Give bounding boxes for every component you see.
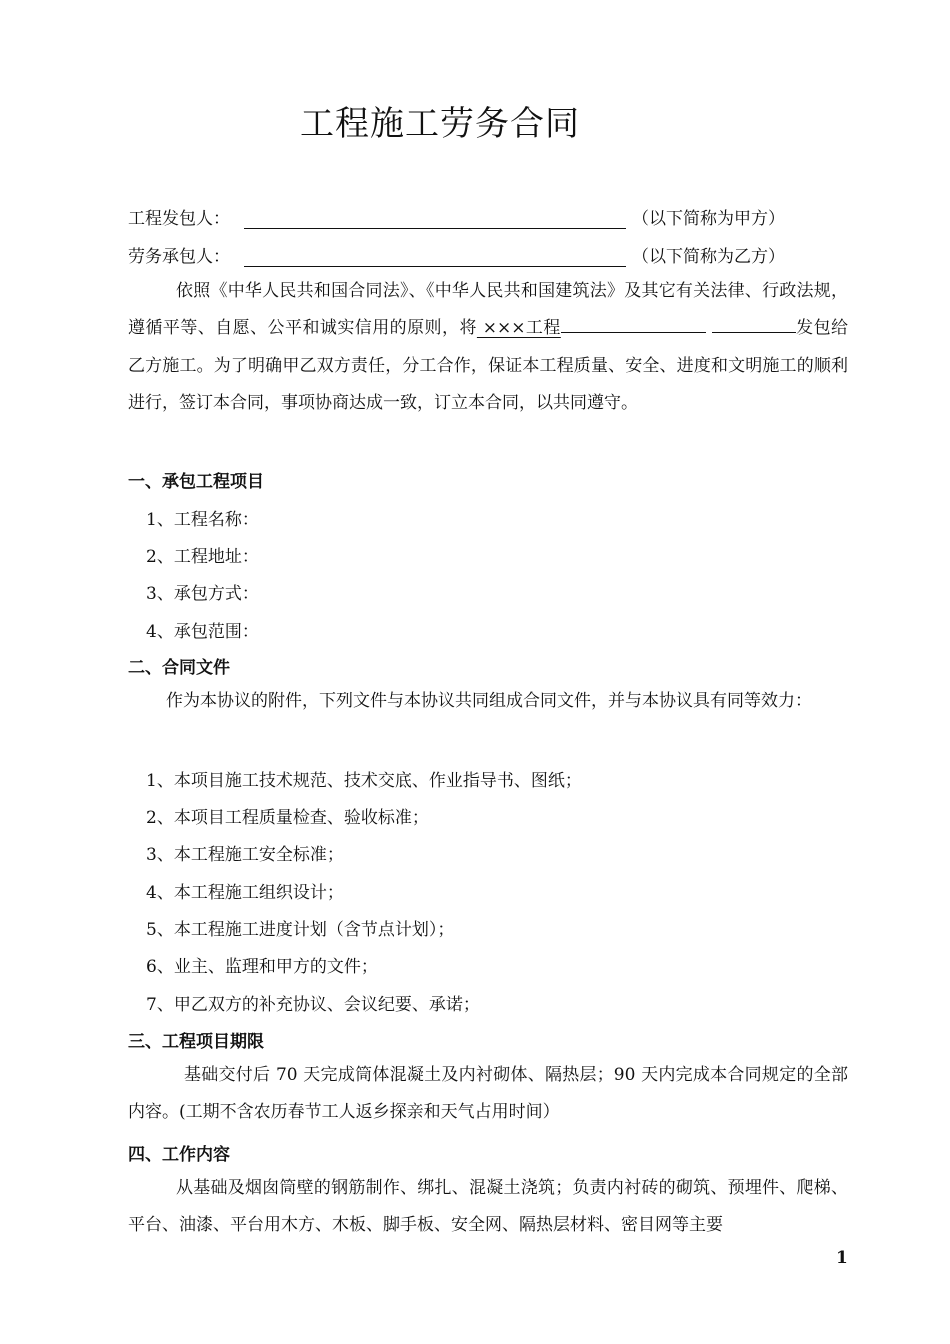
party-a-label: 工程发包人：	[128, 209, 230, 229]
section-3-heading: 三、工程项目期限	[128, 1032, 264, 1052]
party-b-line	[128, 242, 785, 267]
section-2-item: 7、甲乙双方的补充协议、会议纪要、承诺；	[146, 995, 480, 1015]
section-1-item: 2、工程地址：	[146, 547, 259, 567]
section-2-item: 5、本工程施工进度计划（含节点计划）；	[146, 920, 455, 940]
party-b-label: 劳务承包人：	[128, 247, 230, 267]
section-1-item: 1、工程名称：	[146, 510, 259, 530]
section-4-heading: 四、工作内容	[128, 1145, 230, 1165]
project-name-blank-2[interactable]	[712, 332, 796, 333]
party-b-blank[interactable]	[244, 247, 626, 267]
project-name-field: ×××工程	[476, 318, 561, 339]
project-name-blank[interactable]	[561, 332, 706, 333]
section-1-item: 4、承包范围：	[146, 622, 259, 642]
section-3-text: 基础交付后 70 天完成筒体混凝土及内衬砌体、隔热层；90 天内完成本合同规定的全部内容。(工期不含农历春节工人返乡探亲和天气占用时间）	[128, 1065, 848, 1123]
party-a-blank[interactable]	[244, 209, 626, 229]
section-1-heading: 一、承包工程项目	[128, 472, 264, 492]
section-2-heading: 二、合同文件	[128, 658, 230, 678]
preamble-paragraph	[128, 273, 848, 422]
document-title: 工程施工劳务合同	[300, 104, 580, 144]
section-1-item: 3、承包方式：	[146, 584, 259, 604]
section-4-text: 从基础及烟囱筒壁的钢筋制作、绑扎、混凝土浇筑；负责内衬砖的砌筑、预埋件、爬梯、平台、油漆、平台用木方、木板、脚手板、安全网、隔热层材料、密目网等主要	[128, 1178, 848, 1236]
section-2-item: 3、本工程施工安全标准；	[146, 845, 344, 865]
page-number: 1	[836, 1248, 848, 1268]
section-2-item: 2、本项目工程质量检查、验收标准；	[146, 808, 429, 828]
section-2-item: 4、本工程施工组织设计；	[146, 883, 344, 903]
party-a-note: （以下简称为甲方）	[632, 209, 785, 229]
preamble-text-1: 依照《中华人民共和国合同法》、《中华人民共和国建筑法》及其它有关法律、行政法规，遵循平等、自愿、公平和诚实信用的原则，将	[128, 281, 848, 339]
party-b-note: （以下简称为乙方）	[632, 247, 785, 267]
section-2-intro: 作为本协议的附件，下列文件与本协议共同组成合同文件，并与本协议具有同等效力：	[166, 691, 812, 711]
preamble-text-2: 发包给乙方施工。为了明确甲乙双方责任，分工合作，保证本工程质量、安全、进度和文明施工的顺利进行，签订本合同，事项协商达成一致，订立本合同，以共同遵守。	[128, 318, 849, 413]
party-a-line	[128, 204, 785, 229]
section-2-item: 1、本项目施工技术规范、技术交底、作业指导书、图纸；	[146, 771, 582, 791]
section-2-item: 6、业主、监理和甲方的文件；	[146, 957, 378, 977]
